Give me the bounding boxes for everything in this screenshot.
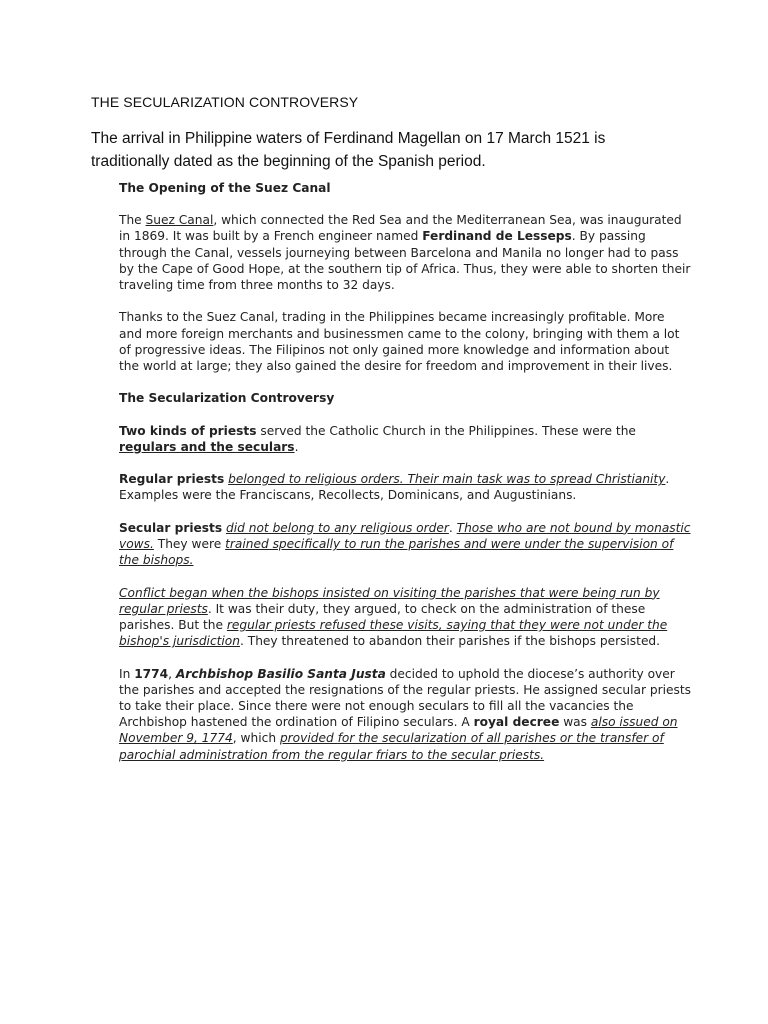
text-run: . They threatened to abandon their parishes if the bishops persisted. [240, 634, 661, 649]
underlined-italic-run: Conflict began when the bishops insisted on visiting the parishes that were being run by regular priests [119, 585, 660, 616]
underlined-italic-run: belonged to religious orders. Their main task was to spread Christianity [228, 472, 666, 487]
bold-run: 1774 [134, 666, 169, 681]
text-run: decided to uphold the diocese’s authority over the parishes and accepted the resignations of the regular priests. He assigned secular priests to take their place. Since there were not enough seculars to fill all the vacancies the Archbishop hastened the ordination of Filipino seculars. A [119, 666, 691, 730]
document-title: THE SECULARIZATION CONTROVERSY [91, 94, 359, 110]
text-run: served the Catholic Church in the Philippines. These were the [256, 423, 636, 438]
underlined-italic-run: did not belong to any religious order [226, 520, 449, 535]
bold-run: Two kinds of priests [119, 423, 257, 438]
bold-run: royal decree [473, 715, 560, 730]
text-run: . [448, 520, 457, 535]
section-heading-suez: The Opening of the Suez Canal [119, 181, 331, 195]
underlined-italic-run: regular priests refused these visits, saying that they were not under the bishop's jurisdiction [119, 618, 668, 649]
text-run: . It was their duty, they argued, to check on the administration of these parishes. But the [119, 601, 646, 632]
text-run: The [119, 213, 146, 228]
lead-paragraph: The arrival in Philippine waters of Ferdinand Magellan on 17 March 1521 is traditionally dated as the beginning of the Spanish period. [91, 130, 606, 170]
text-run: They were [153, 537, 226, 551]
suez-canal-link[interactable]: Suez Canal [145, 213, 214, 228]
bold-run: Secular priests [119, 520, 223, 535]
secular-paragraph-4 [119, 585, 691, 650]
text-run: , [168, 666, 176, 681]
section-heading-secularization: The Secularization Controversy [119, 391, 335, 406]
text-run: . [294, 439, 299, 454]
secular-paragraph-2 [119, 471, 691, 503]
text-run: , which [232, 731, 280, 746]
bold-italic-run: Archbishop Basilio Santa Justa [175, 666, 386, 681]
suez-paragraph-1 [119, 212, 691, 293]
underlined-italic-run: Those who are not bound by monastic vows. [119, 520, 691, 551]
text-run: In [119, 666, 135, 681]
underlined-italic-run: trained specifically to run the parishes and were under the supervision of the bishops. [119, 537, 674, 568]
text-run: . By passing through the Canal, vessels journeying between Barcelona and Manila no longer had to pass by the Cape of Good Hope, at the southern tip of Africa. Thus, they were able to shorten their traveling time from three months to 32 days. [119, 229, 691, 293]
secular-paragraph-3 [119, 520, 691, 569]
secular-paragraph-5 [119, 666, 691, 763]
text-run: . Examples were the Franciscans, Recollects, Dominicans, and Augustinians. [119, 472, 670, 503]
bold-run: Regular priests [119, 472, 225, 487]
text-run: was [559, 715, 591, 730]
document-body [119, 180, 691, 779]
underlined-italic-run: provided for the secularization of all parishes or the transfer of parochial administration from the regular friars to the secular priests. [119, 731, 664, 762]
text-run: , which connected the Red Sea and the Mediterranean Sea, was inaugurated in 1869. It was built by a French engineer named [119, 213, 682, 244]
engineer-name: Ferdinand de Lesseps [422, 229, 572, 244]
suez-paragraph-2: Thanks to the Suez Canal, trading in the Philippines became increasingly profitable. More and more foreign merchants and businessmen came to the colony, bringing with them a lot of progressive ideas. The Filipinos not only gained more knowledge and information about the world at large; they also gained the desire for freedom and improvement in their lives. [119, 310, 680, 374]
underlined-bold-run: regulars and the seculars [119, 439, 295, 454]
underlined-italic-run: also issued on November 9, 1774 [119, 715, 678, 746]
secular-paragraph-1 [119, 423, 691, 455]
